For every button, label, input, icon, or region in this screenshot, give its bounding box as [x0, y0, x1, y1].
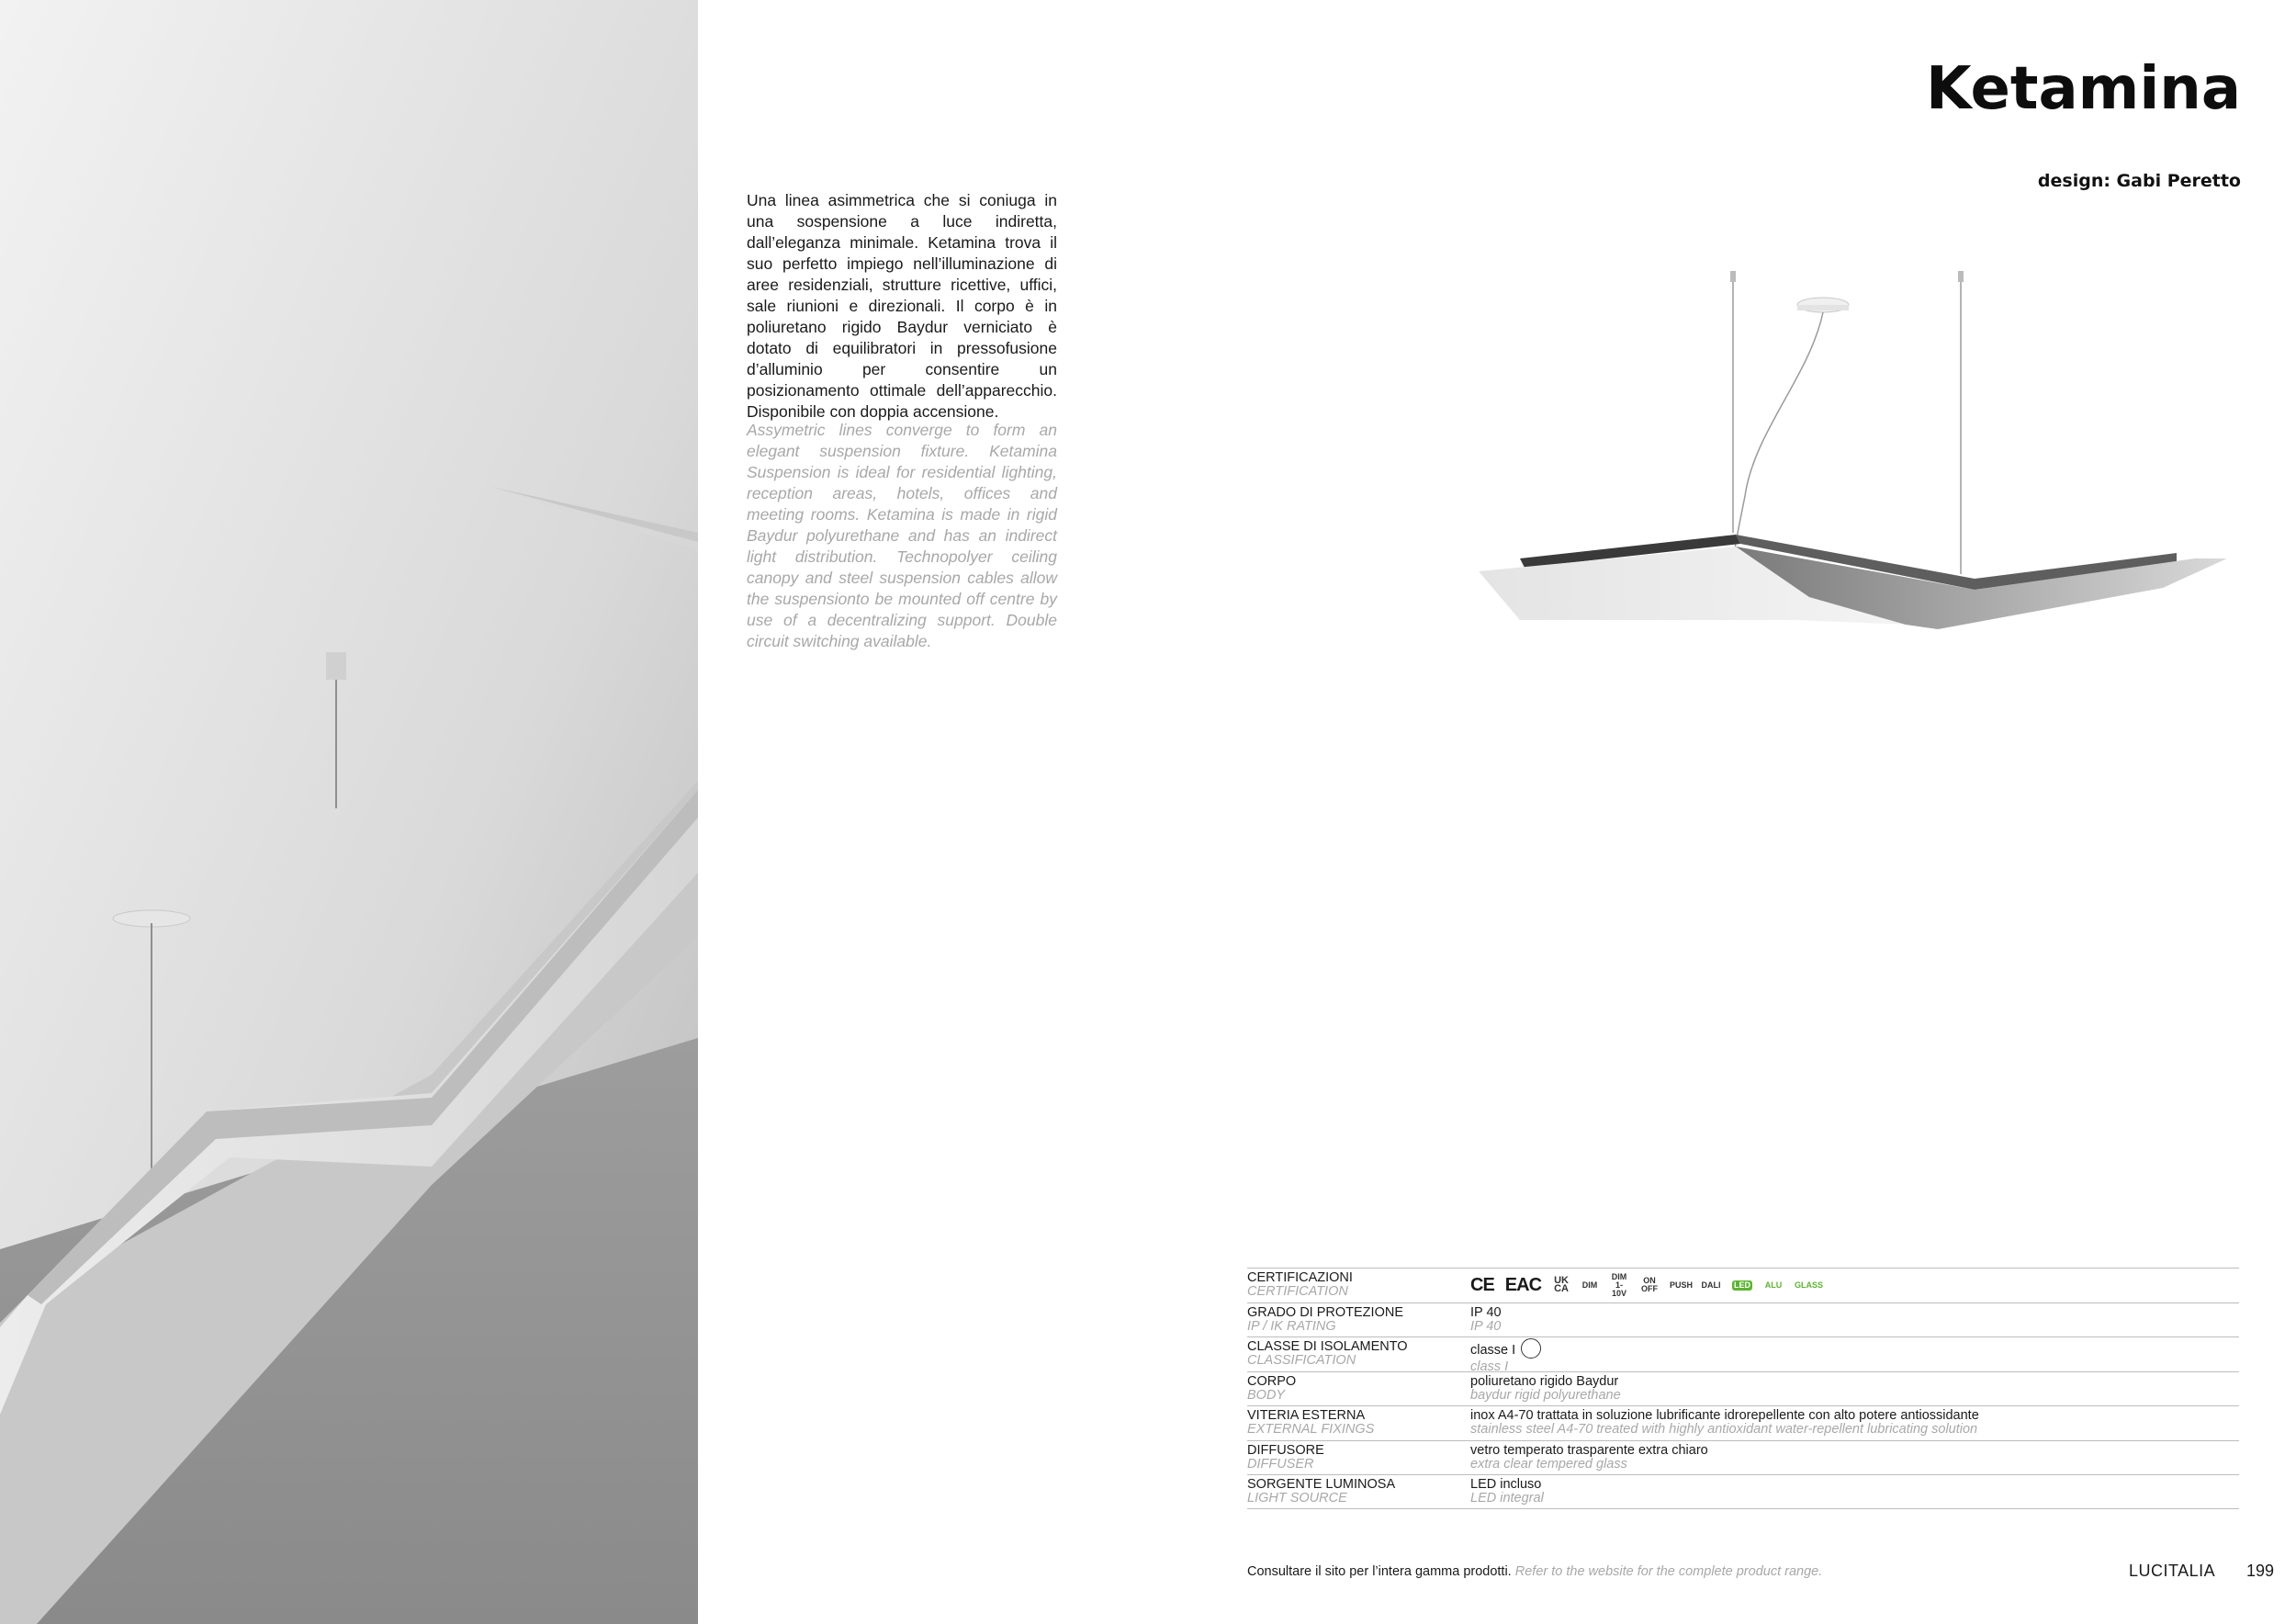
- ce-mark-icon: CE: [1470, 1274, 1494, 1295]
- spec-label-en: LIGHT SOURCE: [1247, 1491, 1347, 1506]
- spec-row: [1247, 1474, 2239, 1509]
- spec-label-it: SORGENTE LUMINOSA: [1247, 1477, 1396, 1492]
- spec-label-it: CLASSE DI ISOLAMENTO: [1247, 1339, 1408, 1354]
- spec-value-en: extra clear tempered glass: [1470, 1456, 1627, 1472]
- spec-row: [1247, 1303, 2239, 1337]
- led-icon: LED: [1734, 1280, 1751, 1290]
- installation-photo: [0, 0, 698, 1624]
- ukca-mark-icon: UK CA: [1554, 1275, 1569, 1294]
- footer-note-en: Refer to the website for the complete product range.: [1514, 1564, 1823, 1579]
- glass-recycle-icon: GLASS: [1795, 1280, 1824, 1290]
- spec-label-en: CERTIFICATION: [1247, 1284, 1348, 1299]
- spec-label-en: EXTERNAL FIXINGS: [1247, 1422, 1375, 1437]
- spec-table: [1247, 1268, 2239, 1509]
- eac-mark-icon: EAC: [1504, 1274, 1542, 1295]
- spec-row: [1247, 1440, 2239, 1475]
- push-icon: PUSH: [1670, 1280, 1694, 1290]
- footer-note-it: Consultare il sito per l’intera gamma prodotti.: [1247, 1564, 1512, 1579]
- spec-row: [1247, 1336, 2239, 1374]
- spec-label-it: GRADO DI PROTEZIONE: [1247, 1304, 1403, 1320]
- spec-label-it: CORPO: [1247, 1373, 1297, 1389]
- spec-label-en: DIFFUSER: [1247, 1456, 1314, 1472]
- spec-label-it: VITERIA ESTERNA: [1247, 1408, 1366, 1423]
- spec-row: [1247, 1268, 2239, 1303]
- spec-label-it: DIFFUSORE: [1247, 1442, 1324, 1458]
- spec-value-it: inox A4-70 trattata in soluzione lubrificante idrorepellente con alto potere antiossidante: [1470, 1408, 1979, 1423]
- spec-value-en: LED integral: [1470, 1491, 1544, 1506]
- page-number: 199: [2246, 1562, 2275, 1580]
- alu-recycle-icon: ALU: [1764, 1280, 1783, 1290]
- spec-label-it: CERTIFICAZIONI: [1247, 1270, 1353, 1285]
- spec-value-en: baydur rigid polyurethane: [1470, 1387, 1621, 1403]
- brand-name: LUCITALIA: [2129, 1562, 2216, 1580]
- spec-label-en: CLASSIFICATION: [1247, 1353, 1356, 1368]
- dim-icon: DIM: [1581, 1280, 1598, 1290]
- spec-row: [1247, 1405, 2239, 1440]
- spec-value-en: stainless steel A4-70 treated with highly antioxidant water-repellent lubricating solution: [1470, 1422, 1978, 1437]
- designer-credit: design: Gabi Peretto: [2037, 171, 2241, 191]
- spec-row: [1247, 1371, 2239, 1406]
- spec-value-it: IP 40: [1470, 1304, 1502, 1320]
- dali-icon: DALI: [1701, 1280, 1721, 1290]
- dim-1-10v-icon: DIM 1-10V: [1611, 1271, 1627, 1298]
- spec-value-it: poliuretano rigido Baydur: [1470, 1373, 1619, 1389]
- spec-value-en: IP 40: [1470, 1318, 1502, 1334]
- earth-ground-icon: [1521, 1338, 1541, 1359]
- spec-label-en: BODY: [1247, 1387, 1286, 1403]
- certification-icons: [1470, 1271, 1822, 1299]
- description-italian: Una linea asimmetrica che si coniuga in una sospensione a luce indiretta, dall’eleganza minimale. Ketamina trova il suo perfetto impiego nell’illuminazione di aree residenziali, strutture ricettive, uffici, sale riunioni e direzionali. Il corpo è in poliuretano rigido Baydur verniciato è dotato di equilibratori in pressofusione d’alluminio per consentire un posizionamento ottimale dell’apparecchio. Disponibile con doppia accensione.: [747, 191, 1057, 421]
- footer-note: [1247, 1564, 1822, 1579]
- product-drawing: [1460, 266, 2268, 652]
- on-off-icon: ON OFF: [1641, 1276, 1659, 1293]
- product-title: Ketamina: [1925, 55, 2241, 123]
- description-english: Assymetric lines converge to form an elegant suspension fixture. Ketamina Suspension is ideal for residential lighting, reception areas, hotels, offices and meeting rooms. Ketamina is made in rigid Baydur polyurethane and has an indirect light distribution. Technopolyer ceiling canopy and steel suspension cables allow the suspensionto be mounted off centre by use of a decentralizing support. Double circuit switching available.: [747, 421, 1057, 650]
- spec-label-en: IP / IK RATING: [1247, 1318, 1336, 1334]
- spec-value-it: classe I: [1470, 1342, 1516, 1358]
- spec-value-it: LED incluso: [1470, 1477, 1542, 1492]
- spec-value-en: class I: [1470, 1359, 1509, 1374]
- spec-value-it: vetro temperato trasparente extra chiaro: [1470, 1442, 1708, 1458]
